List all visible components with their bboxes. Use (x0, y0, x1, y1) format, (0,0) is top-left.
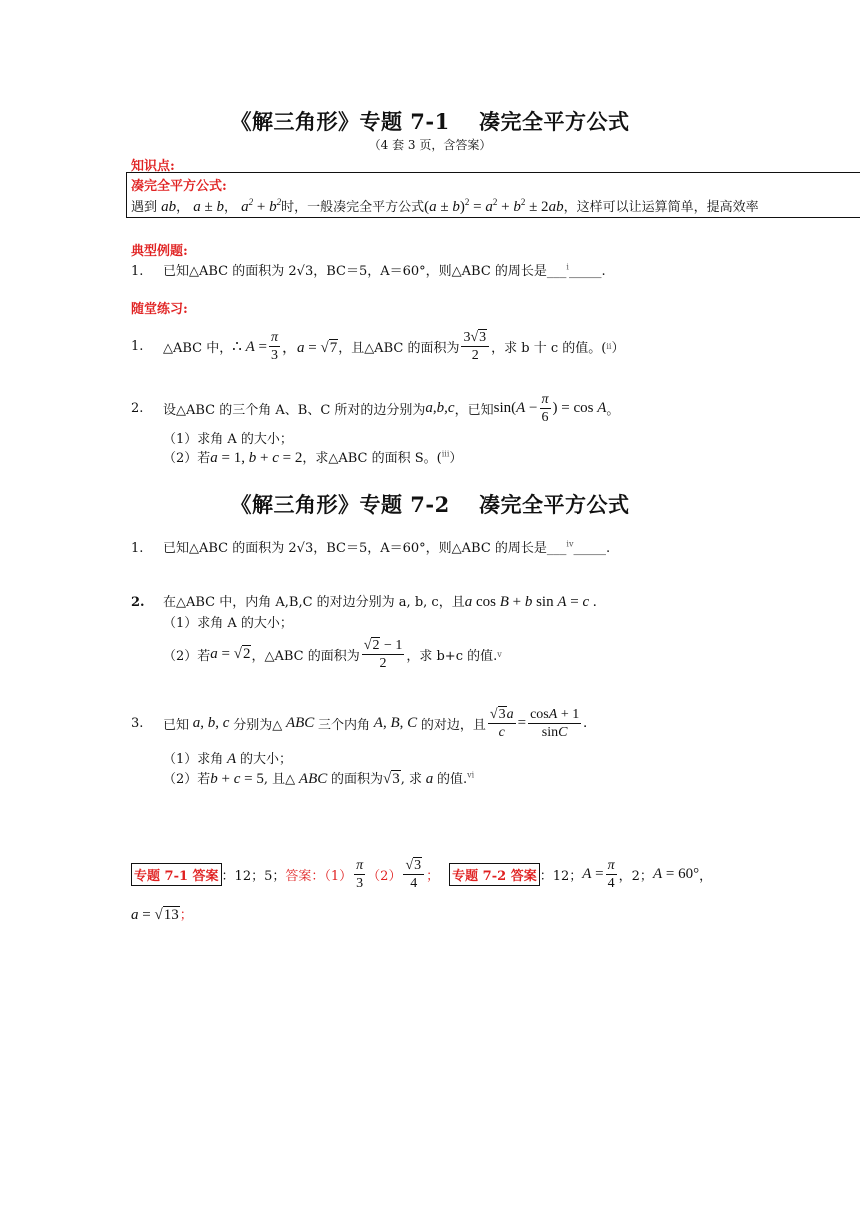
frac-pi-3: $\frac{\pi}{3}$ (270, 329, 278, 363)
knowledge-heading: 知识点: (131, 159, 175, 174)
box-text-3: ，这样可以让运算简单，提高效率 (563, 200, 759, 215)
frac-3sqrt3-2: $\frac{3√3}{2}$ (461, 329, 489, 364)
box-text-1: 遇到 (131, 200, 158, 215)
practice-1: 1. △ABC 中， ∴ A = $\frac{\pi}{3}$ ，a = √7 ，且△ABC 的面积为 $\frac{3√3}{2}$ ，求 b 十 c 的值。( ii ） (131, 329, 625, 363)
frac-pi-6: $\frac{\pi}{6}$ (541, 391, 549, 425)
math-a2-b2: $a^2$ (241, 197, 254, 215)
practice-heading: 随堂练习: (131, 302, 188, 317)
answer-frac-sqrt3-4: $\frac{√3}{4}$ (403, 857, 424, 892)
part2-problem-3-q1: （1）求角 A 的大小； (163, 751, 292, 767)
part2-problem-2: 2. 在△ABC 中，内角 A,B,C 的对边分别为 a, b, c，且a cos B + b sin A = c . (131, 594, 597, 610)
answers-line-1: 专题 7-1 答案 ：12；5； 答案：（1） $\frac{\pi}{3}$ （2） $\frac{√3}{4}$ ； 专题 7-2 答案 ：12； A = $\frac{\pi}{4}$ ，2； A = 60° ， (131, 852, 712, 896)
practice-2-q1: （1）求角 A 的大小； (163, 432, 293, 447)
answer-frac-pi-3: $\frac{\pi}{3}$ (356, 857, 364, 891)
part2-problem-1: 1. 已知△ABC 的面积为 2√3，BC＝5，A＝60°，则△ABC 的周长是___$^{iv}$_____. (131, 539, 611, 556)
footnote-ref-v[interactable]: v (497, 649, 502, 659)
answer-label-7-1: 专题 7-1 答案 (131, 863, 222, 886)
math-ab: ab (161, 199, 177, 215)
footnote-ref-vi[interactable]: vi (467, 770, 475, 780)
practice-2-q2: （2）若a = 1, b + c = 2，求△ABC 的面积 S。($^{iii}$） (163, 449, 463, 466)
math-a-pm-b: a (193, 199, 201, 215)
frac-sqrt2-minus1-2: $\frac{√2 - 1}{2}$ (363, 637, 403, 671)
example-1: 1. 已知△ABC 的面积为 2√3，BC＝5，A＝60°，则△ABC 的周长是___$^i$_____. (131, 262, 606, 279)
frac-cosA1-sinC: $\frac{\cos A + 1}{\sin C}$ (530, 706, 580, 740)
footnote-ref-iv[interactable]: iv (566, 539, 574, 549)
page-subtitle: （4 套 3 页，含答案） (368, 138, 492, 152)
box-text-2: 时，一般凑完全平方公式 (281, 200, 425, 215)
example-heading: 典型例题: (131, 244, 188, 259)
part2-problem-3: 3. 已知 a , b , c 分别为△ ABC 三个内角 A , B , C 的对边，且 $\frac{√3a}{c}$ = $\frac{\cos A + 1}{\sin C}$ . (131, 706, 587, 740)
answers-line-2: a = √13； (131, 907, 193, 923)
footnote-ref-ii[interactable]: ii (606, 341, 612, 351)
page-title-1: 《解三角形》专题 7-1 凑完全平方公式 (230, 109, 630, 134)
knowledge-box-text: 遇到 ab， a ± b， $a^2 + b^2$时，一般凑完全平方公式$(a \pm b)^2 = a^2 + b^2 \pm 2ab$，这样可以让运算简单，提高效率 (131, 197, 759, 215)
part2-problem-2-q2: （2）若 a = √2 ，△ABC 的面积为 $\frac{√2 - 1}{2}$ ，求 b+c 的值. v (163, 637, 502, 671)
footnote-ref-i[interactable]: i (566, 262, 569, 272)
knowledge-box-heading: 凑完全平方公式: (131, 179, 227, 194)
answer-frac-pi-4: $\frac{\pi}{4}$ (607, 857, 615, 891)
part2-problem-2-q1: （1）求角 A 的大小； (163, 616, 293, 631)
math-square-formula: $(a \pm b)^2 = a^2 + b^2 \pm 2ab$ (424, 197, 564, 215)
practice-2: 2. 设△ABC 的三个角 A、B、C 所对的边分别为 a , b , c ，已知 sin(A − $\frac{\pi}{6}$ ) = cos A 。 (131, 391, 620, 425)
page-title-2: 《解三角形》专题 7-2 凑完全平方公式 (230, 492, 630, 517)
frac-sqrt3a-c: $\frac{√3a}{c}$ (489, 706, 514, 740)
part2-problem-3-q2: （2）若b + c = 5, 且△ ABC 的面积为√3, 求 a 的值.$^{vi}$ (163, 770, 475, 787)
footnote-ref-iii[interactable]: iii (441, 449, 450, 459)
answer-label-7-2: 专题 7-2 答案 (449, 863, 540, 886)
